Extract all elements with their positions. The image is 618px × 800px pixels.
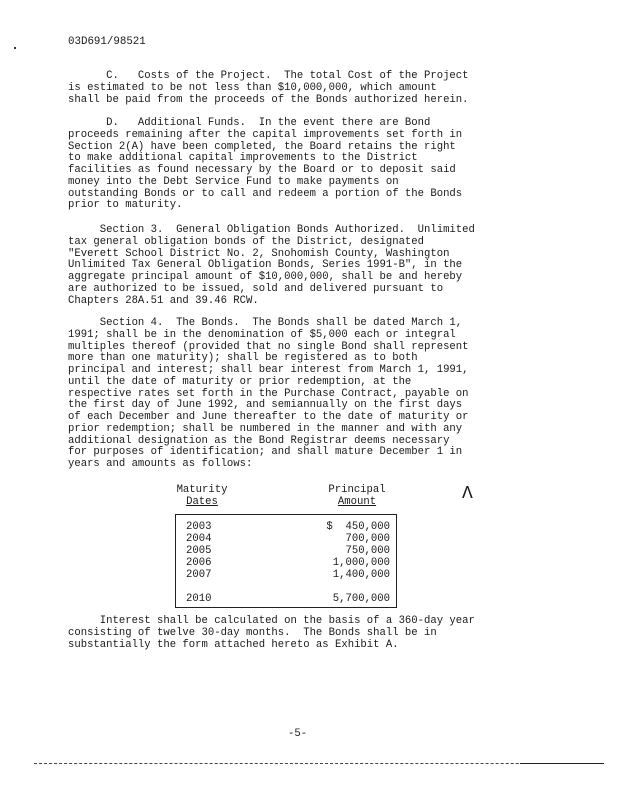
text-line: proceeds remaining after the capital improvements set forth in — [68, 128, 463, 141]
table-row-date: 2005 — [186, 545, 212, 557]
text-line: respective rates set forth in the Purchase Contract, payable on — [68, 387, 469, 400]
table-row-amount: 5,700,000 — [332, 593, 390, 605]
table-row-amount: 1,000,000 — [332, 557, 390, 569]
text-line: Chapters 28A.51 and 39.46 RCW. — [68, 294, 259, 307]
table-row-date: 2007 — [186, 569, 212, 581]
footer-divider-solid — [520, 763, 604, 764]
paragraph-costs-of-project — [68, 71, 548, 106]
text-line: "Everett School District No. 2, Snohomish County, Washington — [68, 247, 450, 260]
text-line: money into the Debt Service Fund to make payments on — [68, 175, 399, 188]
text-line: are authorized to be issued, sold and delivered pursuant to — [68, 282, 444, 295]
maturity-header-line: Maturity — [176, 484, 228, 496]
paragraph-additional-funds — [68, 118, 548, 212]
principal-header — [320, 484, 394, 508]
text-line: of each December and June thereafter to the date of maturity or — [68, 411, 469, 423]
principal-header-line: Principal — [328, 484, 386, 496]
document-id: 03D691/98521 — [68, 36, 146, 48]
margin-dot — [14, 47, 16, 49]
amount-header-line: Amount — [337, 496, 377, 508]
text-line: outstanding Bonds or to call and redeem a portion of the Bonds — [68, 187, 463, 200]
caret-mark-icon: Λ — [462, 484, 473, 504]
text-line: additional designation as the Bond Registrar deems necessary — [68, 434, 450, 447]
page-number: -5- — [288, 728, 308, 740]
text-line: years and amounts as follows: — [68, 458, 253, 470]
table-row-date: 2010 — [186, 593, 212, 605]
text-line: Section 3. General Obligation Bonds Authorized. Unlimited — [68, 224, 475, 236]
text-line: shall be paid from the proceeds of the Bonds authorized herein. — [68, 93, 469, 106]
paragraph-section-3 — [68, 225, 548, 307]
text-line: for purposes of identification; and shall mature December 1 in — [68, 446, 463, 459]
text-line: D. Additional Funds. In the event there are Bond — [68, 117, 431, 129]
table-row-amount: $ 450,000 — [326, 521, 390, 533]
text-line: prior to maturity. — [68, 199, 183, 212]
text-line: more than one maturity); shall be registered as to both — [68, 352, 418, 365]
table-row-date: 2004 — [186, 533, 212, 545]
paragraph-section-4 — [68, 318, 548, 471]
text-line: consisting of twelve 30-day months. The Bonds shall be in — [68, 626, 437, 639]
footer-divider — [34, 763, 604, 764]
text-line: Unlimited Tax General Obligation Bonds, Series 1991-B", in the — [68, 259, 463, 272]
text-line: substantially the form attached hereto as Exhibit A. — [68, 638, 399, 651]
text-line: to make additional capital improvements to the District — [68, 152, 418, 165]
maturity-header — [170, 484, 234, 508]
table-row-amount: 1,400,000 — [332, 569, 390, 581]
text-line: facilities as found necessary by the Board or to deposit said — [68, 164, 456, 176]
text-line: Section 4. The Bonds. The Bonds shall be dated March 1, — [68, 317, 463, 329]
text-line: tax general obligation bonds of the District, designated — [68, 235, 425, 248]
text-line: C. Costs of the Project. The total Cost of the Project — [68, 70, 469, 82]
text-line: until the date of maturity or prior redemption, at the — [68, 375, 412, 388]
dates-header-line: Dates — [186, 496, 218, 508]
text-line: prior redemption; shall be numbered in the manner and with any — [68, 422, 463, 435]
text-line: the first day of June 1992, and semiannually on the first days — [68, 399, 463, 412]
text-line: Interest shall be calculated on the basis of a 360-day year — [68, 615, 475, 627]
table-row-date: 2006 — [186, 557, 212, 569]
text-line: principal and interest; shall bear interest from March 1, 1991, — [68, 364, 469, 376]
table-row-amount: 750,000 — [345, 545, 390, 557]
text-line: multiples thereof (provided that no single Bond shall represent — [68, 340, 469, 353]
text-line: Section 2(A) have been completed, the Board retains the right — [68, 140, 456, 153]
paragraph-interest-calculation — [68, 616, 548, 651]
text-line: is estimated to be not less than $10,000,000, which amount — [68, 81, 437, 94]
text-line: 1991; shall be in the denomination of $5,000 each or integral — [68, 328, 456, 341]
text-line: aggregate principal amount of $10,000,000, shall be and hereby — [68, 271, 463, 283]
table-row-date: 2003 — [186, 521, 212, 533]
table-row-amount: 700,000 — [345, 533, 390, 545]
